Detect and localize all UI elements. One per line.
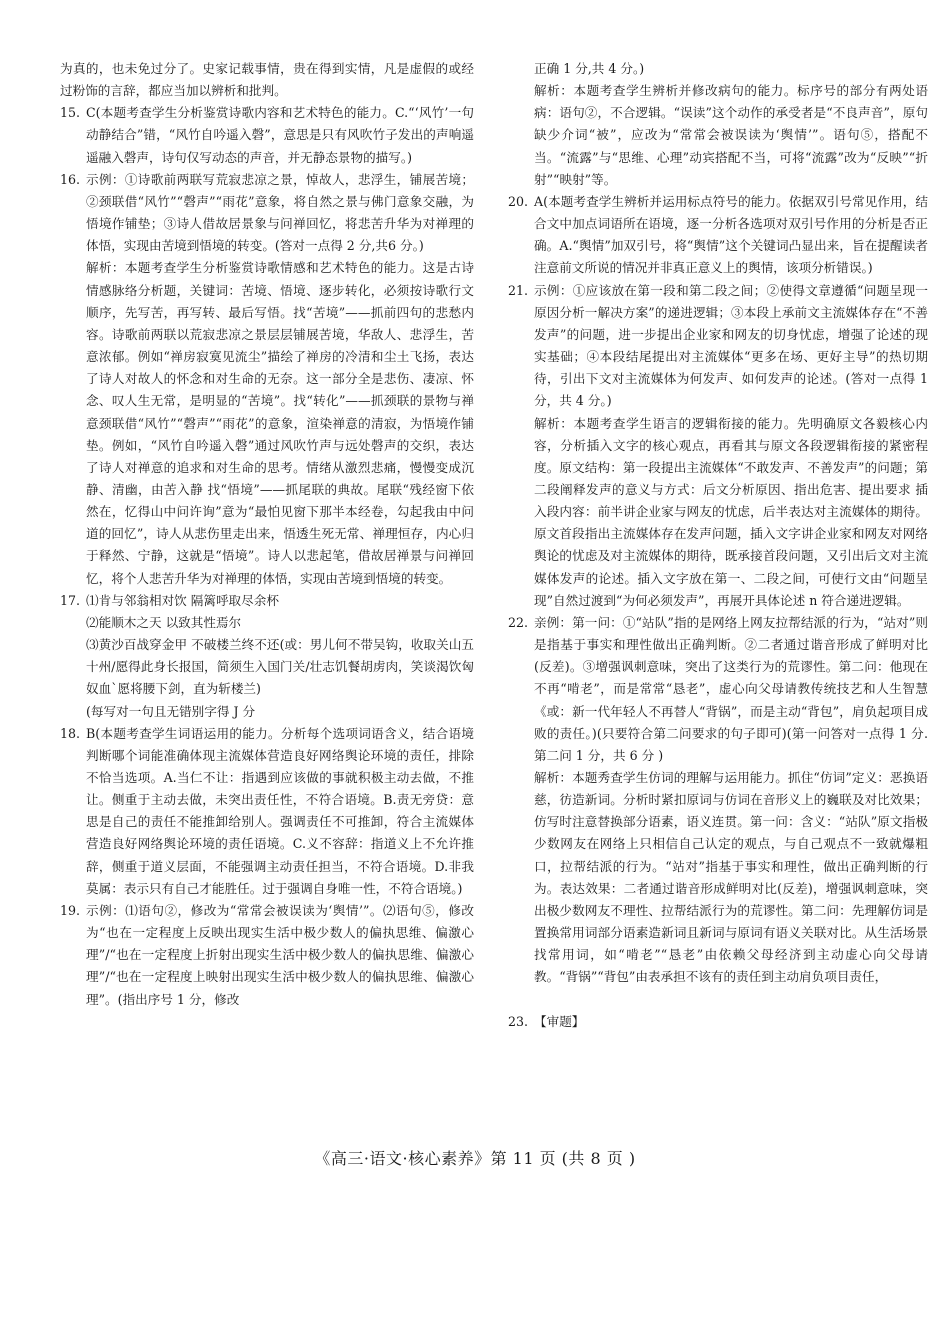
answer-23-text: 【审题】 xyxy=(534,1013,585,1029)
answer-22-text: 亲例：第一问：①“站队”指的是网络上网友拉帮结派的行为，“站对”则是指基于事实和理性做出正确判断。②二者通过谐音形成了鲜明对比(反差)。③增强讽刺意味，突出了这类行为的荒谬性。第二问：他现在不再“啃老”，而是常常“恳老”，虚心向父母请教传统技艺和人生智慧 《或：新一代年轻人不再替人“背锅”，而是主动“背包”，肩负起项目成败的责任。)(只要符合第二问要求的句子即可)(第一问答对一点得 1 分.第二问 1 分，共 6 分 ) xyxy=(534,614,928,763)
question-number: 18. xyxy=(60,725,81,741)
answer-21-text: 示例：①应该放在第一段和第二段之间；②使得文章遵循“问题呈现一原因分析一解决方案”的递进逻辑；③本段上承前文主流媒体存在“不善发声”的问题，进一步提出企业家和网友的切身忧虑，增强了论述的现实基础；④本段结尾提出对主流媒体“更多在场、更好主导”的热切期待，引出下文对主流媒体为何发声、如何发声的论述。(答对一点得 1 分，共 4 分。) xyxy=(534,282,928,409)
answer-17-note: (每写对一句且无错别字得 J 分 xyxy=(86,703,256,719)
answer-19-analysis: 解析：本题考查学生辨析并修改病句的能力。标序号的部分有两处语病：语句②，不合逻辑。“误读”这个动作的承受者是“不良声音”，原句缺少介词“被”，应改为“常常会被误读为‘舆情’”。语句⑤，搭配不当。“流露”与“思维、心理”动宾搭配不当，可将“流露”改为“反映”“折射”“映射”等。 xyxy=(534,83,928,187)
answer-17 xyxy=(60,590,474,723)
page-footer: 《高三·语文·核心素养》第 11 页 (共 8 页 ) xyxy=(314,1149,636,1168)
answer-19 xyxy=(60,900,474,1011)
answer-19-continued xyxy=(508,58,928,191)
answer-21 xyxy=(508,280,928,612)
answer-16-text: 示例：①诗歌前两联写荒寂悲凉之景，悼故人，悲浮生，铺展苦境；②颈联借“风竹”“磬声”“雨花”意象，将自然之景与佛门意象交融，为悟境作铺垫；③诗人借故居景象与问禅回忆，将悲苦升华为对禅理的体悟，实现由苦境到悟境的转变。(答对一点得 2 分,共6 分。) xyxy=(86,171,474,254)
answer-20 xyxy=(508,191,928,280)
answer-19-text: 示例：⑴语句②，修改为“常常会被误读为‘舆情’”。⑵语句⑤，修改为“也在一定程度上反映出现实生活中极少数人的偏执思维、偏激心理”/“也在一定程度上折射出现实生活中极少数人的偏执思维、偏激心理”/“也在一定程度上映射出现实生活中极少数人的偏执思维、偏激心理”。(指出序号 1 分，修改 xyxy=(86,902,474,1007)
answer-22 xyxy=(508,612,928,989)
answer-17-line-3: ⑶黄沙百战穿金甲 不破楼兰终不还(或：男儿何不带吴钩，收取关山五十州/愿得此身长报国，简须生入国门关/壮志饥餐胡虏肉，笑谈渴饮匈奴血`愿将腰下剑，直为斩楼兰) xyxy=(86,637,474,697)
answer-20-text: A(本题考查学生辨析并运用标点符号的能力。依据双引号常见作用，结合文中加点词语所在语境，逐一分析各选项对双引号作用的分析是否正确。A.“舆情”加双引号，将“舆情”这个关键词凸显出来，旨在提醒读者注意前文所说的情况并非真正意义上的舆情，该项分析错误。) xyxy=(534,193,928,276)
question-number: 16. xyxy=(60,171,81,187)
answer-23 xyxy=(508,1011,928,1033)
intro-paragraph: 为真的，也未免过分了。史家记载事情，贵在得到实情，凡是虚假的或经过粉饰的言辞，都应当加以辨析和批判。 xyxy=(60,61,474,99)
answer-19-scoring: 正确 1 分,共 4 分。) xyxy=(534,61,645,76)
answer-15-text: C(本题考查学生分析鉴赏诗歌内容和艺术特色的能力。C.“‘风竹’一句动静结合”错，“风竹自吟遥入磬”，意思是只有风吹竹子发出的声响遥遥融入磬声，诗句仅写动态的声音，并无静态景物的描写。) xyxy=(86,105,474,165)
answer-18 xyxy=(60,723,474,900)
question-number: 23. xyxy=(508,1013,529,1029)
answer-17-line-1: ⑴肯与邻翁相对饮 隔篱呼取尽余杯 xyxy=(86,592,279,608)
answer-21-analysis: 解析：本题考查学生语言的逻辑衔接的能力。先明确原文各毅核心内容，分析插入文字的核心观点，再看其与原文各段逻辑衔接的紧密程度。原文结构：第一段提出主流媒体“不敢发声、不善发声”的问题；第二段阐释发声的意义与方式：后文分析原因、指出危害、提出要求 插入段内容：前半讲企业家与网友的忧虑，后半表达对主流媒体的期待。原文首段指出主流媒体存在发声问题，插入文字讲企业家和网友对网络舆论的忧虑及对主流媒体的期待，既承接首段问题，又引出后文对主流媒体发声的论述。插入文字放在第一、二段之间，可使行文由“问题呈现”自然过渡到“为何必须发声”，再展开具体论述 n 符合递进逻辑。 xyxy=(534,415,928,608)
answer-22-analysis: 解析：本题秀查学生仿词的理解与运用能力。抓住“仿词”定义：恶换语慈，彷造新词。分析时紧扣原词与仿词在音形义上的巍联及对比效果；仿写时注意替换部分语素，语义连贯。第一问：含义：“站队”原文指极少数网友在网络上只相信自己认定的观点，与自己观点不一致就爆粗口，拉帮结派的行为。“站对”指基于事实和理性，做出正确判断的行为。表达效果：二者通过谐音形成鲜明对比(反差)，增强讽刺意味，突出极少数网友不理性、拉帮结派行为的荒谬性。第二问：先理解仿词是置换常用词部分语素造新词且新词与原词有语义关联对比。从生活场景找常用词，如“啃老”“恳老”由依赖父母经济到主动虚心向父母请教。“背锅”“背包”由表承担不该有的责任到主动肩负项目责任， xyxy=(534,770,928,985)
question-number: 22. xyxy=(508,614,529,630)
question-number: 20. xyxy=(508,193,529,209)
answer-16 xyxy=(60,169,474,590)
answer-15 xyxy=(60,102,474,168)
answer-17-line-2: ⑵能顺木之天 以致其性焉尔 xyxy=(86,614,242,630)
question-number: 21. xyxy=(508,282,529,298)
answer-16-analysis: 解析：本题考查学生分析鉴赏诗歌情感和艺术特色的能力。这是古诗情感脉络分析题，关键词：苦境、悟境、逐步转化，必须按诗歌行文顺序，先写苦，再写转、最后写悟。找“苦境”——抓前四句的悲愁内容。诗歌前两联以荒寂悲凉之景层层铺展苦境，华敌人、悲浮生，苦意浓郁。例如“禅房寂寞见流尘”描绘了禅房的冷清和尘土飞扬，表达了诗人对故人的怀念和对生命的无奈。这一部分全是悲伤、凄凉、怀念、叹人生无常，是明显的“苦境”。找“转化”——抓颈联的景物与禅意颈联借“风竹”“磬声”“雨花”的意象，渲染禅意的清寂，为悟境作铺垫。例如，“风竹自吟遥入磬”通过风吹竹声与远处磬声的交织，表达了诗人对禅意的追求和对生命的思考。情绪从激烈悲痛，慢慢变成沉静、清幽，由苦入静 找“悟境”——抓尾联的典故。尾联“残经窗下依然在，忆得山中问许询”意为“最怕见窗下那半本经卷，勾起我由中问道的回忆”，诗人从悲伤里走出来，悟透生死无常、禅理恒存，内心归于释然、宁静，这就是“悟境”。诗人以悲起笔，借故居禅景与问禅回忆，将个人悲苦升华为对禅理的体悟，实现由苦境到悟境的转变。 xyxy=(86,260,474,586)
left-column xyxy=(60,58,474,1011)
question-number: 15. xyxy=(60,105,81,121)
right-column xyxy=(508,58,928,1033)
answer-18-text: B(本题考查学生词语运用的能力。分析每个选项词语含义，结合语境判断哪个词能准确体现主流媒体营造良好网络舆论环境的责任，排除不恰当选项。A.当仁不让：指遇到应该做的事就积极主动去做，不推让。侧重于主动去做，未突出责任性，不符合语境。B.责无旁贷：意思是自己的责任不能推卸给别人。强调责任不可推卸，符合主流媒体营造良好网络舆论环境的责任语境。C.义不容辞：指道义上不允许推辞，侧重于道义层面，不能强调主动责任担当，不符合语境。D.非我莫属：表示只有自己才能胜任。过于强调自身唯一性，不符合语境。) xyxy=(86,725,474,896)
question-number: 17. xyxy=(60,592,81,608)
question-number: 19. xyxy=(60,902,81,918)
